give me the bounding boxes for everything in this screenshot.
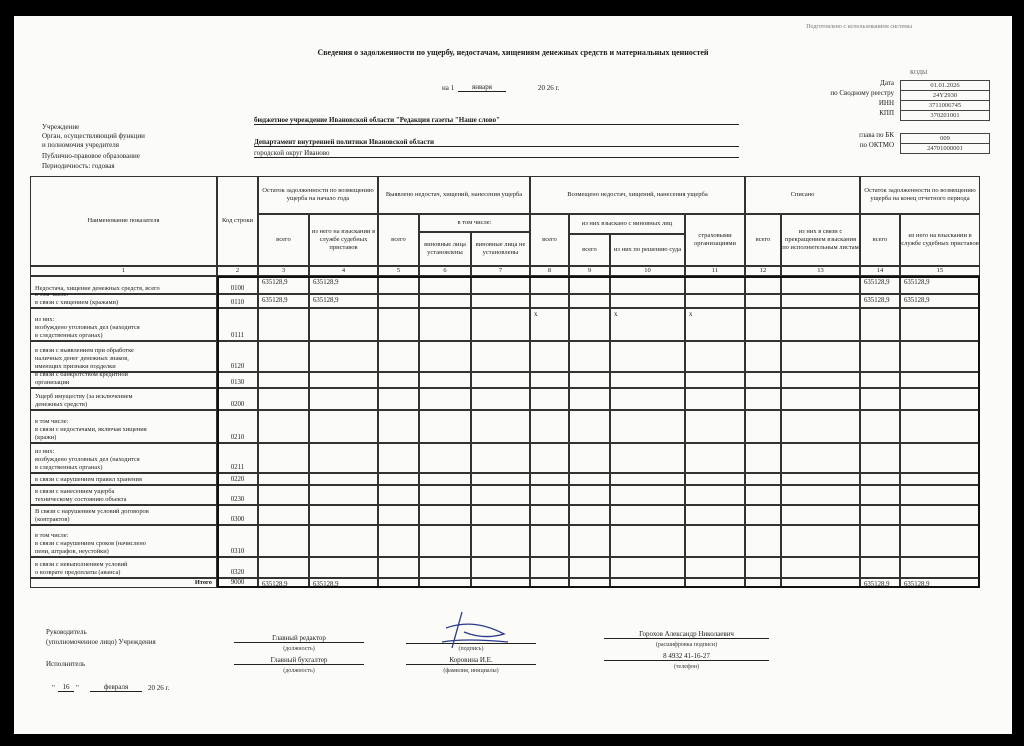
row-0110-c4: 635128,9 <box>309 294 378 308</box>
row-0130-c1: в связи с банкротством кредитной организации <box>30 372 217 388</box>
executor-position: Главный бухгалтер <box>234 656 364 665</box>
row-0200-c5 <box>378 388 419 410</box>
row-0111-c11: x <box>685 308 745 341</box>
row-0300-c13 <box>781 505 860 525</box>
row-0220-c8 <box>530 473 569 485</box>
row-0310-c3 <box>258 525 309 557</box>
row-0120-c15 <box>900 341 980 372</box>
column-number-3: 3 <box>258 266 309 276</box>
row-0300-c5 <box>378 505 419 525</box>
row-0110-c10 <box>610 294 685 308</box>
row-0210-c12 <box>745 410 781 443</box>
column-number-12: 12 <box>745 266 781 276</box>
executor-label: Исполнитель <box>46 660 86 668</box>
row-0220-c15 <box>900 473 980 485</box>
row-0300-c3 <box>258 505 309 525</box>
row-0210-c9 <box>569 410 610 443</box>
header-group-written-off: Списано <box>745 176 860 214</box>
header-c3: всего <box>258 214 309 266</box>
total-c10 <box>610 578 685 588</box>
caption-fio: (фамилия, инициалы) <box>443 668 499 674</box>
row-0211-c15 <box>900 443 980 473</box>
row-0100-c1: Недостача, хищение денежных средств, всего <box>30 276 217 294</box>
row-0200-c10 <box>610 388 685 410</box>
code-bk: 009 <box>901 134 990 144</box>
sign-date-month: февраля <box>90 683 142 692</box>
header-c5: всего <box>378 214 419 266</box>
row-0200-c14 <box>860 388 900 410</box>
row-0300-c7 <box>471 505 530 525</box>
header-c14: всего <box>860 214 900 266</box>
row-0110-code: 0110 <box>217 294 258 308</box>
label-authority-2: и полномочия учредителя <box>42 141 119 149</box>
header-group-opening: Остаток задолженности по возмещению ущерба на начало года <box>258 176 378 214</box>
row-0320-c7 <box>471 557 530 578</box>
public-entity-value: городской округ Иваново <box>254 149 739 158</box>
row-0211-c7 <box>471 443 530 473</box>
executor-name: Коровина И.Е. <box>406 656 536 665</box>
header-in-that-identified: в том числе: <box>419 214 530 232</box>
header-c12: всего <box>745 214 781 266</box>
total-c7 <box>471 578 530 588</box>
row-0300-c8 <box>530 505 569 525</box>
row-0230-c10 <box>610 485 685 505</box>
column-number-13: 13 <box>781 266 860 276</box>
row-0110-c1: в том числе: в связи с хищением (кражами) <box>30 294 217 308</box>
code-oktmo: 24701000001 <box>901 144 990 154</box>
row-0230-c13 <box>781 485 860 505</box>
label-institution: Учреждение <box>42 123 80 131</box>
header-c7: виновные лица не установлены <box>471 232 530 266</box>
header-c8: всего <box>530 214 569 266</box>
row-0211-c8 <box>530 443 569 473</box>
total-c14: 635128,9 <box>860 578 900 588</box>
row-0220-c13 <box>781 473 860 485</box>
total-c6 <box>419 578 471 588</box>
column-number-6: 6 <box>419 266 471 276</box>
row-0310-c11 <box>685 525 745 557</box>
date-year: 20 26 г. <box>538 84 560 92</box>
row-0230-c8 <box>530 485 569 505</box>
row-0210-c15 <box>900 410 980 443</box>
row-0210-c7 <box>471 410 530 443</box>
row-0120-c10 <box>610 341 685 372</box>
row-0320-c4 <box>309 557 378 578</box>
row-0220-c4 <box>309 473 378 485</box>
row-0130-c12 <box>745 372 781 388</box>
row-0230-c6 <box>419 485 471 505</box>
row-0310-c4 <box>309 525 378 557</box>
row-0110-c3: 635128,9 <box>258 294 309 308</box>
page-title: Сведения о задолженности по ущербу, недостачам, хищениям денежных средств и материальных ценностей <box>317 48 709 57</box>
row-0211-c11 <box>685 443 745 473</box>
row-0130-c10 <box>610 372 685 388</box>
row-0111-c10: x <box>610 308 685 341</box>
sign-date-day: 16 <box>58 683 74 692</box>
row-0100-c14: 635128,9 <box>860 276 900 294</box>
row-0120-code: 0120 <box>217 341 258 372</box>
row-0220-c3 <box>258 473 309 485</box>
row-0310-c12 <box>745 525 781 557</box>
row-0120-c11 <box>685 341 745 372</box>
row-0200-c1: Ущерб имуществу (за исключением денежных средств) <box>30 388 217 410</box>
institution-value: бюджетное учреждение Ивановской области "Редакция газеты "Наше слово" <box>254 116 739 125</box>
row-0320-c5 <box>378 557 419 578</box>
row-0230-c7 <box>471 485 530 505</box>
row-0110-c12 <box>745 294 781 308</box>
total-c3: 635128,9 <box>258 578 309 588</box>
row-0100-c11 <box>685 276 745 294</box>
head-label-1: Руководитель <box>46 628 87 636</box>
row-0100-c12 <box>745 276 781 294</box>
row-0110-c7 <box>471 294 530 308</box>
row-0320-c15 <box>900 557 980 578</box>
row-0220-c9 <box>569 473 610 485</box>
row-0211-c4 <box>309 443 378 473</box>
row-0211-c12 <box>745 443 781 473</box>
column-number-7: 7 <box>471 266 530 276</box>
row-0111-c8: x <box>530 308 569 341</box>
column-number-4: 4 <box>309 266 378 276</box>
row-0120-c12 <box>745 341 781 372</box>
header-c4: из него на взыскании в службе судебных приставов <box>309 214 378 266</box>
head-name: Горохов Александр Николаевич <box>604 630 769 639</box>
column-number-14: 14 <box>860 266 900 276</box>
row-0320-c1: в связи с невыполнением условий о возврате предоплаты (аванса) <box>30 557 217 578</box>
row-0210-c3 <box>258 410 309 443</box>
code-inn: 3711006745 <box>901 101 990 111</box>
row-0111-c13 <box>781 308 860 341</box>
date-prefix: на 1 <box>442 84 455 92</box>
row-0220-c11 <box>685 473 745 485</box>
row-0211-c14 <box>860 443 900 473</box>
row-0320-c10 <box>610 557 685 578</box>
total-c11 <box>685 578 745 588</box>
row-0211-c3 <box>258 443 309 473</box>
row-0100-c10 <box>610 276 685 294</box>
row-0110-c15: 635128,9 <box>900 294 980 308</box>
row-0200-code: 0200 <box>217 388 258 410</box>
row-0100-c15: 635128,9 <box>900 276 980 294</box>
row-0111-c6 <box>419 308 471 341</box>
document-page <box>14 16 1012 734</box>
row-0210-c14 <box>860 410 900 443</box>
executor-phone: 8 4932 41-16-27 <box>604 652 769 661</box>
row-0111-c14 <box>860 308 900 341</box>
row-0120-c3 <box>258 341 309 372</box>
row-0320-c14 <box>860 557 900 578</box>
row-0110-c14: 635128,9 <box>860 294 900 308</box>
column-number-15: 15 <box>900 266 980 276</box>
row-0210-c5 <box>378 410 419 443</box>
row-0120-c14 <box>860 341 900 372</box>
row-0300-c14 <box>860 505 900 525</box>
row-0200-c11 <box>685 388 745 410</box>
column-number-10: 10 <box>610 266 685 276</box>
row-0130-c4 <box>309 372 378 388</box>
row-0120-c9 <box>569 341 610 372</box>
row-0111-c5 <box>378 308 419 341</box>
total-c13 <box>781 578 860 588</box>
row-0211-c1: из них: возбуждено уголовных дел (находится в следственных органах) <box>30 443 217 473</box>
row-0230-c5 <box>378 485 419 505</box>
row-0320-c9 <box>569 557 610 578</box>
row-0130-c8 <box>530 372 569 388</box>
row-0120-c8 <box>530 341 569 372</box>
column-number-5: 5 <box>378 266 419 276</box>
row-0110-c11 <box>685 294 745 308</box>
row-0120-c6 <box>419 341 471 372</box>
column-number-11: 11 <box>685 266 745 276</box>
row-0320-c11 <box>685 557 745 578</box>
row-0230-c3 <box>258 485 309 505</box>
caption-name-decode: (расшифровка подписи) <box>655 642 718 648</box>
row-0300-c1: В связи с нарушением условий договоров (контрактов) <box>30 505 217 525</box>
row-0120-c1: в связи с выявлением при обработке наличных денег денежных знаков, имеющих признаки подделки <box>30 341 217 372</box>
column-number-8: 8 <box>530 266 569 276</box>
row-0320-c6 <box>419 557 471 578</box>
row-0100-c5 <box>378 276 419 294</box>
total-c8 <box>530 578 569 588</box>
row-0110-c8 <box>530 294 569 308</box>
row-0120-c13 <box>781 341 860 372</box>
row-0211-c9 <box>569 443 610 473</box>
approved-note: Подготовлено с использованием системы <box>806 24 912 30</box>
caption-position-2: (должность) <box>283 668 315 674</box>
row-0211-c6 <box>419 443 471 473</box>
row-0220-c7 <box>471 473 530 485</box>
row-0310-c9 <box>569 525 610 557</box>
caption-phone: (телефон) <box>673 664 700 670</box>
row-0300-c4 <box>309 505 378 525</box>
row-0210-c6 <box>419 410 471 443</box>
row-0300-code: 0300 <box>217 505 258 525</box>
code-label-date: Дата <box>880 79 894 87</box>
header-group-identified: Выявлено недостач, хищений, нанесения ущерба <box>378 176 530 214</box>
row-0310-c8 <box>530 525 569 557</box>
row-0200-c8 <box>530 388 569 410</box>
code-kpp: 370201001 <box>901 111 990 121</box>
code-label-kpp: КПП <box>879 109 894 117</box>
header-name: Наименование показателя <box>30 176 217 266</box>
row-0320-c12 <box>745 557 781 578</box>
code-label-inn: ИНН <box>878 99 894 107</box>
row-0300-c15 <box>900 505 980 525</box>
row-0220-c1: в связи с нарушением правил хранения <box>30 473 217 485</box>
row-0110-c13 <box>781 294 860 308</box>
row-0111-c15 <box>900 308 980 341</box>
row-0210-code: 0210 <box>217 410 258 443</box>
row-0300-c11 <box>685 505 745 525</box>
row-0220-code: 0220 <box>217 473 258 485</box>
header-c9: всего <box>569 234 610 266</box>
total-c5 <box>378 578 419 588</box>
row-0100-c13 <box>781 276 860 294</box>
row-0100-c8 <box>530 276 569 294</box>
head-position: Главный редактор <box>234 634 364 643</box>
codes-table <box>900 80 990 154</box>
row-0120-c4 <box>309 341 378 372</box>
row-0211-code: 0211 <box>217 443 258 473</box>
header-c11: страховыми организациями <box>685 214 745 266</box>
row-0111-c12 <box>745 308 781 341</box>
header-code: Код строки <box>217 176 258 266</box>
row-0220-c12 <box>745 473 781 485</box>
total-code: 9000 <box>217 578 258 588</box>
row-0310-c7 <box>471 525 530 557</box>
row-0130-c15 <box>900 372 980 388</box>
row-0100-code: 0100 <box>217 276 258 294</box>
row-0230-c9 <box>569 485 610 505</box>
caption-position-1: (должность) <box>283 646 315 652</box>
total-c9 <box>569 578 610 588</box>
header-c15: из него на взыскании в службе судебных приставов <box>900 214 980 266</box>
row-0210-c13 <box>781 410 860 443</box>
row-0130-c6 <box>419 372 471 388</box>
row-0310-c6 <box>419 525 471 557</box>
row-0220-c10 <box>610 473 685 485</box>
header-c13: из них в связи с прекращением взыскания по исполнительным листам <box>781 214 860 266</box>
row-0130-code: 0130 <box>217 372 258 388</box>
row-0110-c9 <box>569 294 610 308</box>
row-0100-c4: 635128,9 <box>309 276 378 294</box>
row-0210-c4 <box>309 410 378 443</box>
total-c1: Итого <box>30 578 217 588</box>
sign-date-year: 20 26 г. <box>148 684 170 692</box>
row-0230-c1: в связи с нанесением ущерба техническому состоянию объекта <box>30 485 217 505</box>
row-0210-c10 <box>610 410 685 443</box>
column-number-9: 9 <box>569 266 610 276</box>
row-0211-c10 <box>610 443 685 473</box>
row-0110-c6 <box>419 294 471 308</box>
total-c15: 635128,9 <box>900 578 980 588</box>
row-0320-code: 0320 <box>217 557 258 578</box>
row-0111-c7 <box>471 308 530 341</box>
row-0200-c12 <box>745 388 781 410</box>
row-0211-c13 <box>781 443 860 473</box>
label-authority-1: Орган, осуществляющий функции <box>42 132 145 140</box>
row-0100-c6 <box>419 276 471 294</box>
code-register: 24Y2930 <box>901 91 990 101</box>
row-0120-c5 <box>378 341 419 372</box>
row-0200-c9 <box>569 388 610 410</box>
row-0200-c3 <box>258 388 309 410</box>
row-0210-c11 <box>685 410 745 443</box>
row-0230-c12 <box>745 485 781 505</box>
row-0120-c7 <box>471 341 530 372</box>
row-0320-c13 <box>781 557 860 578</box>
row-0320-c8 <box>530 557 569 578</box>
column-number-2: 2 <box>217 266 258 276</box>
column-number-1: 1 <box>30 266 217 276</box>
row-0200-c13 <box>781 388 860 410</box>
row-0310-c10 <box>610 525 685 557</box>
row-0300-c6 <box>419 505 471 525</box>
row-0200-c4 <box>309 388 378 410</box>
caption-signature-1: (подпись) <box>458 646 484 652</box>
row-0130-c5 <box>378 372 419 388</box>
row-0211-c5 <box>378 443 419 473</box>
row-0100-c3: 635128,9 <box>258 276 309 294</box>
row-0220-c5 <box>378 473 419 485</box>
header-group-closing: Остаток задолженности по возмещению ущерба на конец отчетного периода <box>860 176 980 214</box>
row-0210-c1: в том числе: в связи с недостачами, включая хищения (кражи) <box>30 410 217 443</box>
row-0210-c8 <box>530 410 569 443</box>
row-0300-c9 <box>569 505 610 525</box>
code-label-bk: глава по БК <box>859 131 894 139</box>
sign-date-open-quote: " <box>52 684 55 692</box>
row-0310-c1: в том числе: в связи с нарушением сроков (начислено пени, штрафов, неустойки) <box>30 525 217 557</box>
row-0300-c12 <box>745 505 781 525</box>
row-0310-c5 <box>378 525 419 557</box>
row-0100-c9 <box>569 276 610 294</box>
row-0111-c9 <box>569 308 610 341</box>
date-month: января <box>458 83 506 92</box>
header-c10: из них по решению суда <box>610 234 685 266</box>
row-0310-c15 <box>900 525 980 557</box>
label-periodicity: Периодичность: годовая <box>42 162 115 170</box>
row-0230-c11 <box>685 485 745 505</box>
head-label-2: (уполномоченное лицо) Учреждения <box>46 638 156 646</box>
code-label-register: по Сводному реестру <box>830 89 894 97</box>
row-0111-c4 <box>309 308 378 341</box>
header-from-guilty: из них взыскано с виновных лиц <box>569 214 685 234</box>
row-0111-code: 0111 <box>217 308 258 341</box>
row-0230-c15 <box>900 485 980 505</box>
row-0130-c9 <box>569 372 610 388</box>
sign-date-close-quote: " <box>76 684 79 692</box>
row-0230-c4 <box>309 485 378 505</box>
row-0310-code: 0310 <box>217 525 258 557</box>
total-c12 <box>745 578 781 588</box>
row-0200-c7 <box>471 388 530 410</box>
code-date: 01.01.2026 <box>901 81 990 91</box>
row-0310-c14 <box>860 525 900 557</box>
row-0230-code: 0230 <box>217 485 258 505</box>
row-0320-c3 <box>258 557 309 578</box>
row-0200-c6 <box>419 388 471 410</box>
header-c6: виновные лица установлены <box>419 232 471 266</box>
row-0300-c10 <box>610 505 685 525</box>
total-c4: 635128,9 <box>309 578 378 588</box>
code-label-oktmo: по ОКТМО <box>859 141 894 149</box>
authority-value: Департамент внутренней политики Ивановской области <box>254 138 739 147</box>
row-0130-c7 <box>471 372 530 388</box>
label-public-entity: Публично-правовое образование <box>42 152 140 160</box>
row-0220-c6 <box>419 473 471 485</box>
row-0110-c5 <box>378 294 419 308</box>
row-0111-c3 <box>258 308 309 341</box>
row-0130-c14 <box>860 372 900 388</box>
row-0130-c3 <box>258 372 309 388</box>
header-group-reimbursed: Возмещено недостач, хищений, нанесения ущерба <box>530 176 745 214</box>
codes-header: КОДЫ <box>910 70 928 76</box>
row-0130-c13 <box>781 372 860 388</box>
row-0200-c15 <box>900 388 980 410</box>
row-0130-c11 <box>685 372 745 388</box>
row-0100-c7 <box>471 276 530 294</box>
row-0111-c1: из них: возбуждено уголовных дел (находится в следственных органах) <box>30 308 217 341</box>
row-0230-c14 <box>860 485 900 505</box>
row-0220-c14 <box>860 473 900 485</box>
row-0310-c13 <box>781 525 860 557</box>
